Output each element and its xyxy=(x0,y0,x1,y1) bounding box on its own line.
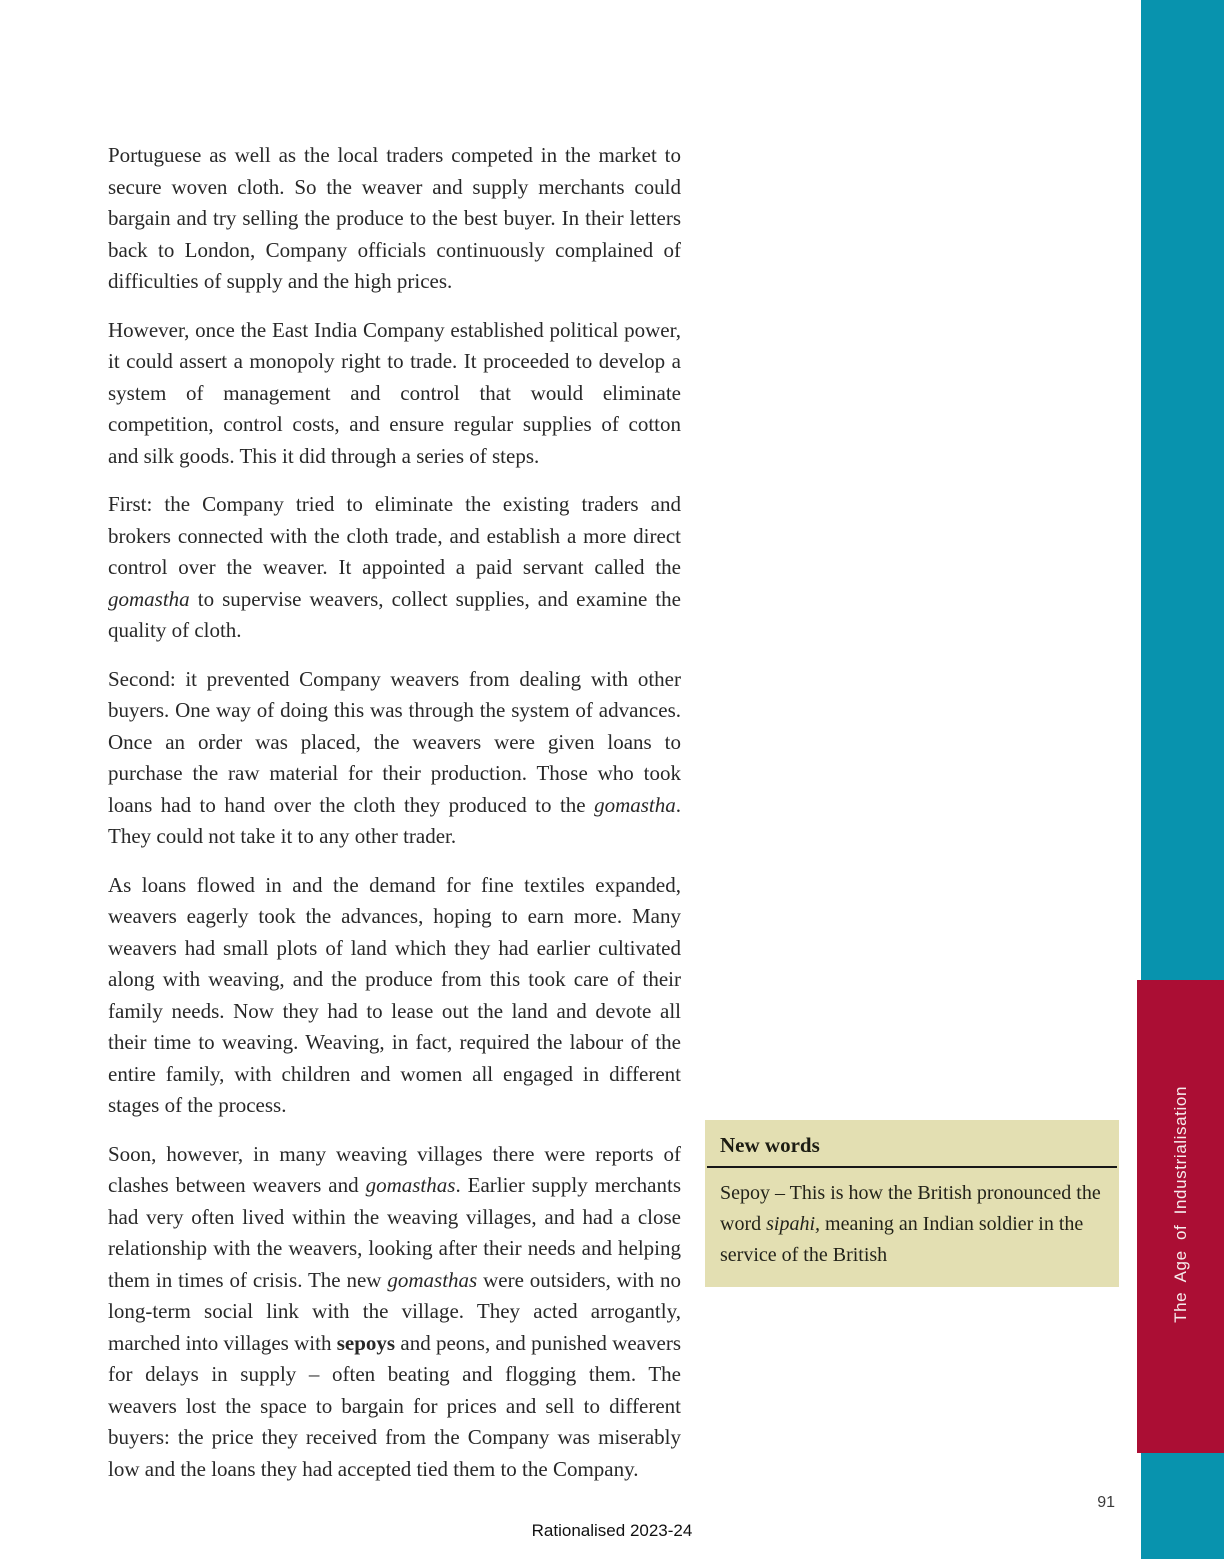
edge-bar-maroon xyxy=(1137,980,1224,1453)
italic-term: gomasthas xyxy=(365,1173,456,1197)
text-run: . Earlier supply merchants had very often lived within the weaving villages, and had a close relationship with the weavers, looking after their needs and helping them in times of crisis. The new xyxy=(108,1173,682,1292)
paragraph xyxy=(108,140,681,298)
text-run: As loans flowed in and the demand for fine textiles expanded, weavers eagerly took the advances, hoping to earn more. Many weavers had small plots of land which they had earlier cultivated along with weaving, and the produce from this took care of their family needs. Now they had to lease out the land and devote all their time to weaving. Weaving, in fact, required the labour of the entire family, with children and women all engaged in different stages of the process. xyxy=(108,872,681,1117)
new-words-divider xyxy=(707,1166,1117,1168)
text-run: . They could not take it to any other trader. xyxy=(108,792,681,848)
footer-note: Rationalised 2023-24 xyxy=(531,1521,693,1540)
text-run: were outsiders, with no long-term social link with the village. They acted arrogantly, marched into villages with xyxy=(108,1267,681,1355)
edge-bar-teal-top xyxy=(1141,0,1224,980)
text-run: Second: it prevented Company weavers from dealing with other buyers. One way of doing this was through the system of advances. Once an order was placed, the weavers were given loans to purchase the raw material for their production. Those who took loans had to hand over the cloth they produced to the xyxy=(108,666,681,817)
paragraph xyxy=(108,870,681,1122)
paragraph xyxy=(108,315,681,473)
text-run: Sepoy – This is how the British pronounced the word xyxy=(720,1182,1101,1235)
text-run: Soon, however, in many weaving villages there were reports of clashes between weavers and xyxy=(108,1141,681,1197)
text-run: meaning an Indian soldier in the service of the British xyxy=(720,1213,1084,1266)
page-number: 91 xyxy=(1097,1494,1115,1511)
new-words-title: New words xyxy=(720,1133,820,1157)
text-run: First: the Company tried to eliminate the existing traders and brokers connected with the cloth trade, and establish a more direct control over the weaver. It appointed a paid servant called the xyxy=(108,492,681,579)
edge-bar-teal-bottom xyxy=(1141,1453,1224,1559)
paragraph xyxy=(108,489,681,647)
new-words-entry xyxy=(720,1178,1104,1271)
chapter-title-vertical: The Age of Industrialisation xyxy=(1170,1086,1190,1323)
italic-term: gomastha xyxy=(108,586,190,611)
paragraph xyxy=(108,664,681,853)
bold-term: sepoys xyxy=(336,1330,396,1355)
new-words-box xyxy=(705,1120,1119,1287)
text-run: and peons, and punished weavers for delays in supply – often beating and flogging them. The weavers lost the space to bargain for prices and sell to different buyers: the price they received from the Company was miserably low and the loans they had accepted tied them to the Company. xyxy=(108,1330,681,1481)
text-run: to supervise weavers, collect supplies, and examine the quality of cloth. xyxy=(108,586,681,642)
italic-term: sipahi, xyxy=(766,1213,821,1235)
text-run: However, once the East India Company established political power, it could assert a monopoly right to trade. It proceeded to develop a system of management and control that would eliminate competition, control costs, and ensure regular supplies of cotton and silk goods. This it did through a series of steps. xyxy=(108,317,681,468)
italic-term: gomastha xyxy=(594,792,676,817)
paragraph xyxy=(108,1139,681,1486)
body-text xyxy=(108,140,681,1502)
text-run: Portuguese as well as the local traders competed in the market to secure woven cloth. So the weaver and supply merchants could bargain and try selling the produce to the best buyer. In their letters back to London, Company officials continuously complained of difficulties of supply and the high prices. xyxy=(108,143,681,293)
italic-term: gomasthas xyxy=(387,1267,478,1292)
